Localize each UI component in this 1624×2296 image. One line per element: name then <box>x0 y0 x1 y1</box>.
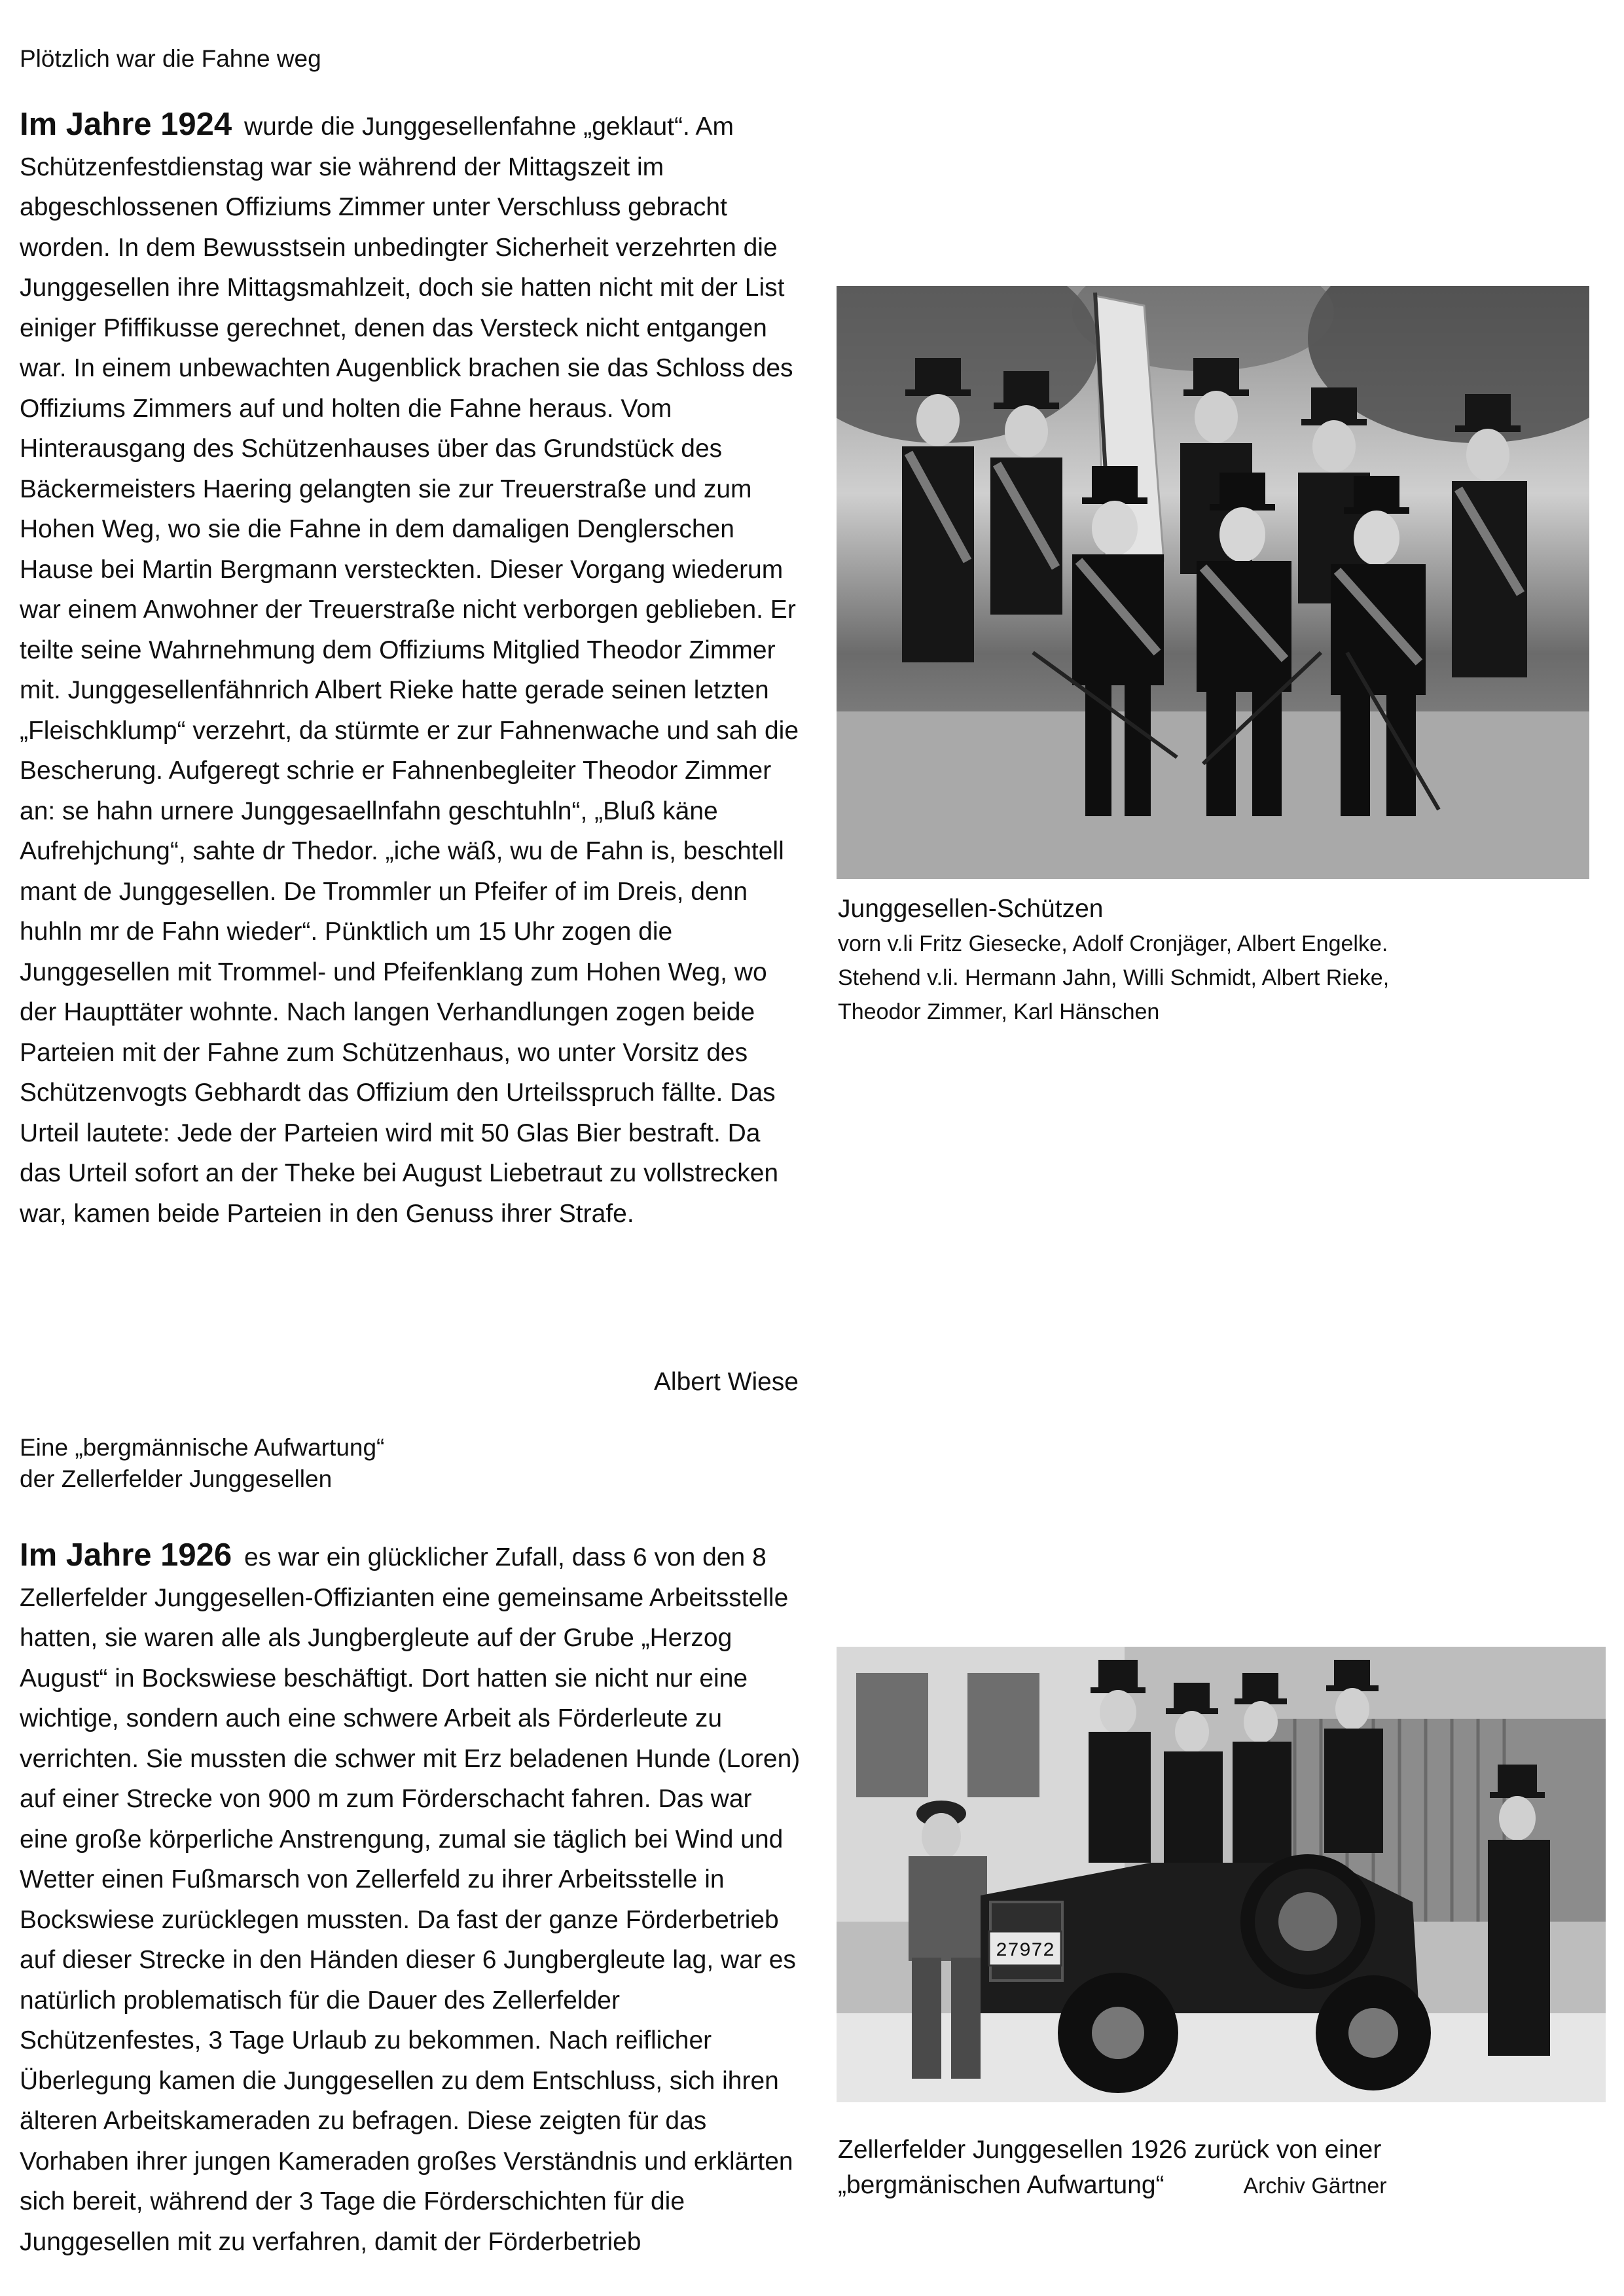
photo1-caption-title: Junggesellen-Schützen <box>838 895 1104 923</box>
section2-title-line1: Eine „bergmännische Aufwartung“ <box>20 1434 385 1461</box>
photo1-caption-line2: Stehend v.li. Hermann Jahn, Willi Schmidt, Albert Rieke, <box>838 965 1390 990</box>
photo2-credit: Archiv Gärtner <box>1243 2174 1387 2198</box>
car-photo <box>837 1647 1606 2102</box>
section2-title-line2: der Zellerfelder Junggesellen <box>20 1465 333 1492</box>
section1-lead: Im Jahre 1924 <box>20 107 232 142</box>
section1-title <box>20 43 805 75</box>
section2-title <box>20 1432 805 1495</box>
photo2-caption-line2: „bergmänischen Aufwartung“ <box>838 2171 1164 2199</box>
author-name: Albert Wiese <box>653 1368 799 1396</box>
photo1-caption-line3: Theodor Zimmer, Karl Hänschen <box>838 999 1160 1024</box>
section2-body: es war ein glücklicher Zufall, dass 6 von den 8 Zellerfelder Junggesellen-Offizianten eine gemeinsame Arbeitsstelle hatten, sie waren alle als Jungbergleute auf der Grube „Herzog August“ in Bockswiese beschäftigt. Dort hatten sie nicht nur eine wichtige, sondern auch eine schwere Arbeit als Förderleute zu verrichten. Sie mussten die schwer mit Erz beladenen Hunde (Loren) auf einer Strecke von 900 m zum Förderschacht fahren. Das war eine große körperliche Anstrengung, zumal sie täglich bei Wind und Wetter einen Fußmarsch von Zellerfeld zu ihrer Arbeitsstelle in Bockswiese zurücklegen mussten. Da fast der ganze Förderbetrieb auf dieser Strecke in den Händen dieser 6 Jungbergleute lag, war es natürlich problematisch für die Dauer des Zellerfelder Schützenfestes, 3 Tage Urlaub zu bekommen. Nach reiflicher Überlegung kamen die Junggesellen zu dem Entschluss, sich ihren älteren Arbeitskameraden zu befragen. Diese zeigten für das Vorhaben ihrer jungen Kameraden großes Verständnis und erklärten sich bereit, während der 3 Tage die Förderschichten für die Junggesellen mit zu verfahren, damit der Förderbetrieb <box>20 1543 801 2256</box>
section1-article <box>20 105 802 1234</box>
section1-author <box>458 1368 799 1397</box>
section2-lead: Im Jahre 1926 <box>20 1537 232 1573</box>
license-plate-text: 27972 <box>995 1940 1055 1962</box>
junggesellen-photo <box>837 286 1589 879</box>
photo1-caption-line1: vorn v.li Fritz Giesecke, Adolf Cronjäger, Albert Engelke. <box>838 931 1388 956</box>
section2-article <box>20 1535 802 2262</box>
photo1-caption <box>838 891 1597 1029</box>
photo2-caption-line1: Zellerfelder Junggesellen 1926 zurück von einer <box>838 2136 1382 2164</box>
section1-title-text: Plötzlich war die Fahne weg <box>20 45 321 72</box>
photo2-caption <box>838 2132 1610 2204</box>
section1-body: wurde die Junggesellenfahne „geklaut“. Am Schützenfestdienstag war sie während der Mittagszeit im abgeschlossenen Offiziums Zimmer unter Verschluss gebracht worden. In dem Bewusstsein unbedingter Sicherheit verzehrten die Junggesellen ihre Mittagsmahlzeit, doch sie hatten nicht mit der List einiger Pfiffikusse gerechnet, denen das Versteck nicht entgangen war. In einem unbewachten Augenblick brachen sie das Schloss des Offiziums Zimmers auf und holten die Fahne heraus. Vom Hinterausgang des Schützenhauses über das Grundstück des Bäckermeisters Haering gelangten sie zur Treuerstraße und zum Hohen Weg, wo sie die Fahne in dem damaligen Denglerschen Hause bei Martin Bergmann versteckten. Dieser Vorgang wiederum war einem Anwohner der Treuerstraße nicht verborgen geblieben. Er teilte seine Wahrnehmung dem Offiziums Mitglied Theodor Zimmer mit. Junggesellenfähnrich Albert Rieke hatte gerade seinen letzten „Fleischklump“ verzehrt, da stürmte er zur Fahnenwache und sah die Bescherung. Aufgeregt schrie er Fahnenbegleiter Theodor Zimmer an: se hahn urnere Junggesaellnfahn geschtuhln“, „Bluß käne Aufrehjchung“, sahte dr Thedor. „iche wäß, wu de Fahn is, beschtell mant de Junggesellen. De Trommler un Pfeifer of im Dreis, denn huhln mr de Fahn wieder“. Pünktlich um 15 Uhr zogen die Junggesellen mit Trommel- und Pfeifenklang zum Hohen Weg, wo der Haupttäter wohnte. Nach langen Verhandlungen zogen beide Parteien mit der Fahne zum Schützenhaus, wo unter Vorsitz des Schützenvogts Gebhardt das Offizium den Urteilsspruch fällte. Das Urteil lautete: Jede der Parteien wird mit 50 Glas Bier bestraft. Da das Urteil sofort an der Theke bei August Liebetraut zu vollstrecken war, kamen beide Parteien in den Genuss ihrer Strafe. <box>20 113 799 1228</box>
